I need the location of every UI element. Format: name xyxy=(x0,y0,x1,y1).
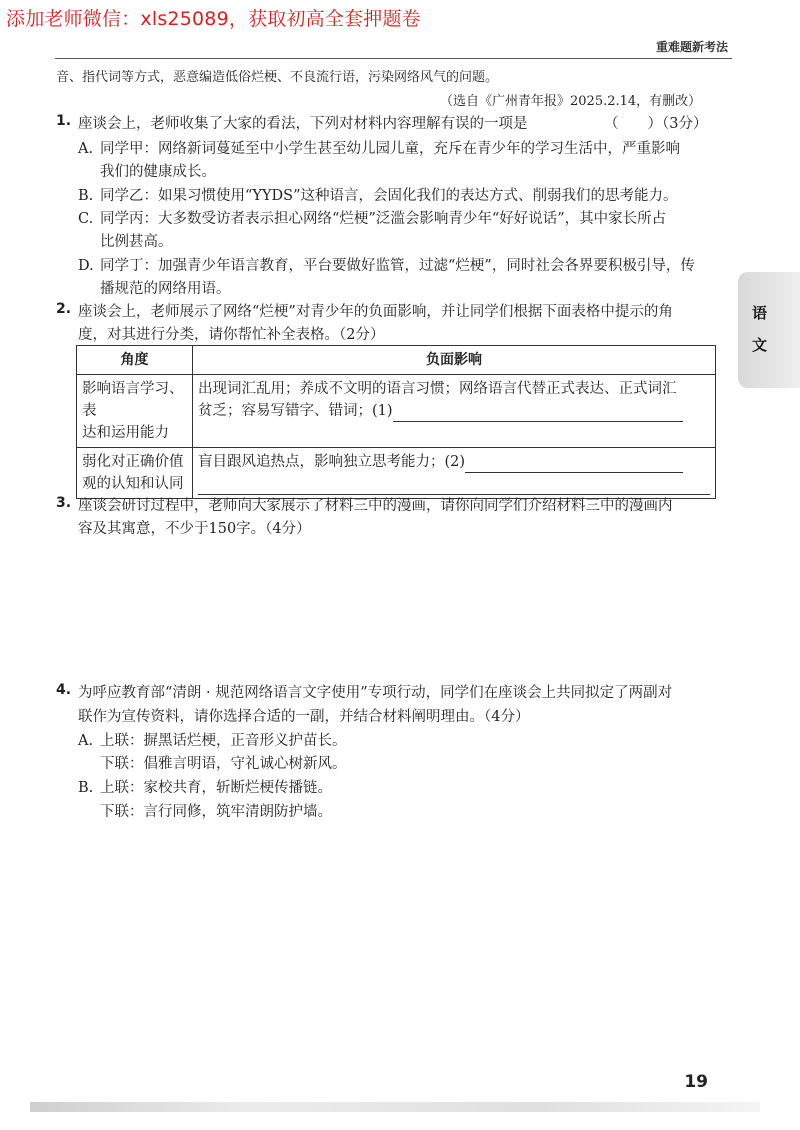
q1-option-d-cont: 播规范的网络用语。 xyxy=(100,281,231,297)
q4-option-b: B. 上联：家校共育，斩断烂梗传播链。 xyxy=(78,780,332,796)
q1-option-a: A. 同学甲：网络新词蔓延至中小学生甚至幼儿园儿童，充斥在青少年的学习生活中，严重影响 xyxy=(78,141,680,157)
table-cell-angle: 弱化对正确价值 观的认知和认同 xyxy=(77,448,193,499)
q1-stem: 座谈会上，老师收集了大家的看法，下列对材料内容理解有误的一项是 xyxy=(78,116,528,132)
q1-option-a-cont: 我们的健康成长。 xyxy=(100,164,216,180)
q3-number: 3. xyxy=(56,495,72,511)
subject-side-tab xyxy=(738,272,800,388)
q4-option-b-lower: 下联：言行同修，筑牢清朗防护墙。 xyxy=(100,804,332,820)
q2-table xyxy=(76,345,716,499)
table-header-angle: 角度 xyxy=(77,346,193,375)
intro-text: 音、指代词等方式，恶意编造低俗烂梗、不良流行语，污染网络风气的问题。 xyxy=(56,70,499,85)
answer-blank-1[interactable] xyxy=(393,405,683,422)
header-divider xyxy=(55,58,732,59)
watermark-banner: 添加老师微信：xls25089，获取初高全套押题卷 xyxy=(6,8,421,30)
side-tab-char-2: 文 xyxy=(752,336,768,354)
page-bottom-edge xyxy=(30,1102,760,1112)
q3-stem-line2: 容及其寓意，不少于150字。（4分） xyxy=(78,521,311,537)
answer-blank-2[interactable] xyxy=(465,456,683,473)
q1-option-d: D. 同学丁：加强青少年语言教育，平台要做好监管，过滤“烂梗”，同时社会各界要积极引导，传 xyxy=(78,258,695,274)
q4-option-a: A. 上联：摒黑话烂梗，正音形义护苗长。 xyxy=(78,733,347,749)
q4-stem-line1: 为呼应教育部“清朗 · 规范网络语言文字使用”专项行动，同学们在座谈会上共同拟定了两副对 xyxy=(78,685,673,701)
q2-stem-line1: 座谈会上，老师展示了网络“烂梗”对青少年的负面影响，并让同学们根据下面表格中提示的角 xyxy=(78,304,673,320)
q2-stem-line2: 度，对其进行分类，请你帮忙补全表格。（2分） xyxy=(78,327,385,343)
side-tab-char-1: 语 xyxy=(752,304,768,322)
table-cell-impact: 盲目跟风追热点，影响独立思考能力；(2) xyxy=(193,448,716,499)
table-row xyxy=(77,375,716,448)
table-header-impact: 负面影响 xyxy=(193,346,716,375)
page-number: 19 xyxy=(684,1072,708,1092)
q1-number: 1. xyxy=(56,113,72,129)
answer-blank-2-cont[interactable] xyxy=(198,478,710,495)
q4-stem-line2: 联作为宣传资料，请你选择合适的一副，并结合材料阐明理由。（4分） xyxy=(78,709,530,725)
table-row xyxy=(77,448,716,499)
q1-answer-blank: （ ）（3分） xyxy=(604,116,708,132)
section-header: 重难题新考法 xyxy=(655,40,728,54)
q1-option-b: B. 同学乙：如果习惯使用“YYDS”这种语言，会固化我们的表达方式、削弱我们的思考能力。 xyxy=(78,188,678,204)
q3-stem-line1: 座谈会研讨过程中，老师向大家展示了材料三中的漫画，请你向同学们介绍材料三中的漫画内 xyxy=(78,498,673,514)
q1-option-c: C. 同学丙：大多数受访者表示担心网络“烂梗”泛滥会影响青少年“好好说话”，其中家长所占 xyxy=(78,211,667,227)
table-header-row xyxy=(77,346,716,375)
q1-option-c-cont: 比例甚高。 xyxy=(100,234,173,250)
table-cell-angle: 影响语言学习、表 达和运用能力 xyxy=(77,375,193,448)
intro-source: （选自《广州青年报》2025.2.14，有删改） xyxy=(440,94,702,109)
q4-number: 4. xyxy=(56,682,72,698)
q4-option-a-lower: 下联：倡雅言明语，守礼诚心树新风。 xyxy=(100,756,347,772)
q2-number: 2. xyxy=(56,301,72,317)
table-cell-impact: 出现词汇乱用；养成不文明的语言习惯；网络语言代替正式表达、正式词汇 贫乏；容易写错字、错词；(1) xyxy=(193,375,716,448)
